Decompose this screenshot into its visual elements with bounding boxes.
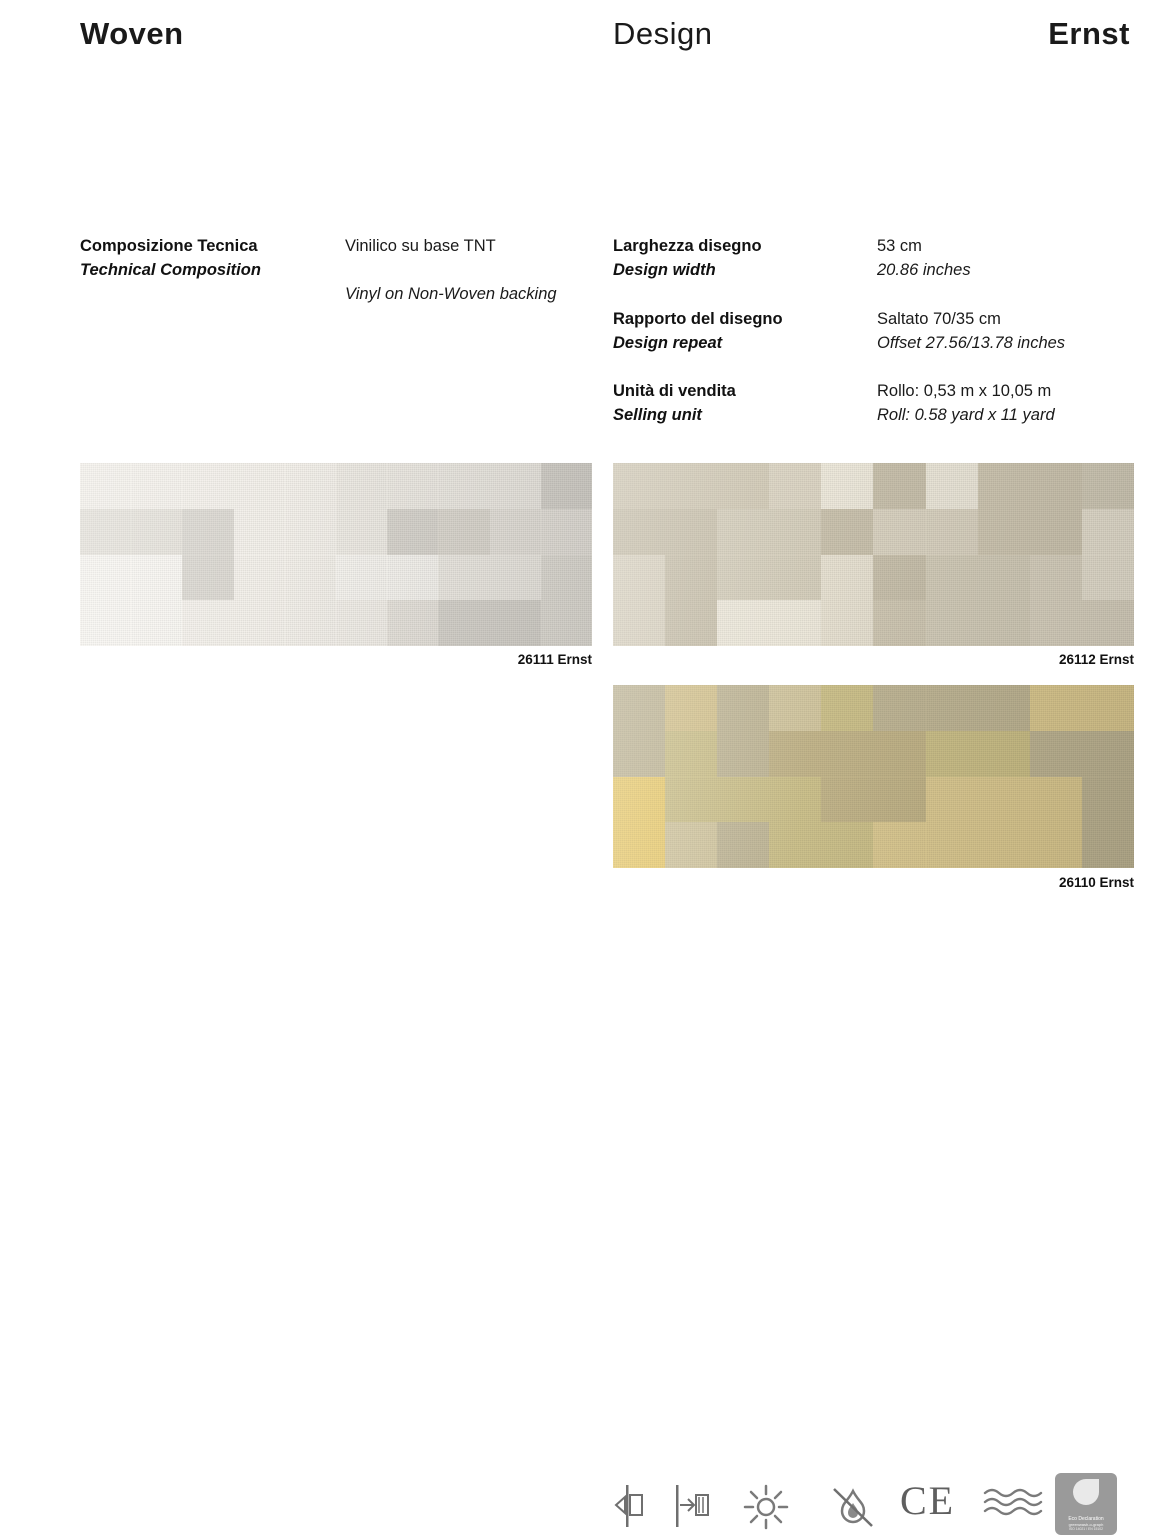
- spec-design-width-value-en: 20.86 inches: [877, 261, 971, 279]
- spec-composition-value-it: Vinilico su base TNT: [345, 237, 496, 255]
- swatch-patch: [665, 777, 717, 823]
- swatch-patch: [821, 555, 873, 601]
- swatch-patch: [1030, 822, 1082, 868]
- swatch-patch: [1082, 731, 1134, 777]
- spec-design-width-value-it: 53 cm: [877, 237, 922, 255]
- swatch-patch: [926, 463, 978, 509]
- spec-composition-label-it: Composizione Tecnica: [80, 237, 258, 255]
- swatch-patch: [978, 777, 1030, 823]
- swatch-patch: [541, 509, 592, 555]
- swatch-patch: [1030, 463, 1082, 509]
- swatch-patch: [182, 555, 233, 601]
- swatch-patch: [873, 777, 925, 823]
- swatch-patch: [541, 555, 592, 601]
- swatch-patch: [926, 822, 978, 868]
- swatch-patch: [336, 600, 387, 646]
- paste-the-wall-icon: [672, 1483, 712, 1529]
- swatch-patch: [1030, 555, 1082, 601]
- swatch-patch: [821, 731, 873, 777]
- spec-selling-unit-value: [877, 379, 1147, 427]
- swatch-patch: [336, 463, 387, 509]
- fire-resistance-icon: [828, 1483, 878, 1531]
- swatch-patch: [873, 555, 925, 601]
- swatch-pattern: [613, 463, 1134, 646]
- swatch-patch: [926, 509, 978, 555]
- swatch-patch: [717, 555, 769, 601]
- swatch-patch: [1030, 509, 1082, 555]
- ce-mark-icon: [900, 1478, 956, 1523]
- swatch-patch: [926, 731, 978, 777]
- swatch-pattern: [613, 685, 1134, 868]
- swatch-patch: [613, 509, 665, 555]
- swatch-patch: [387, 600, 438, 646]
- eco-declaration-badge: [1055, 1473, 1117, 1535]
- swatch-patch: [769, 555, 821, 601]
- spec-design-repeat-value-it: Saltato 70/35 cm: [877, 310, 1001, 328]
- swatch-patch: [717, 822, 769, 868]
- swatch-patch: [873, 463, 925, 509]
- swatch-patch: [285, 555, 336, 601]
- header-title-right: Ernst: [1048, 16, 1130, 51]
- swatch-patch: [769, 509, 821, 555]
- swatch-patch: [821, 509, 873, 555]
- swatch-patch: [80, 509, 131, 555]
- swatch-patch: [821, 777, 873, 823]
- ce-mark-label: CE: [900, 1478, 956, 1523]
- header-title-middle: Design: [613, 16, 713, 51]
- swatch-patch: [613, 822, 665, 868]
- swatch-patch: [873, 685, 925, 731]
- swatch-patch: [387, 463, 438, 509]
- spec-selling-unit-value-it: Rollo: 0,53 m x 10,05 m: [877, 382, 1052, 400]
- swatch-patch: [717, 600, 769, 646]
- spec-composition-value-en: Vinyl on Non-Woven backing: [345, 285, 557, 303]
- swatch-caption-26112: 26112 Ernst: [1058, 652, 1134, 667]
- swatch-patch: [926, 600, 978, 646]
- swatch-patch: [541, 600, 592, 646]
- swatch-patch: [926, 555, 978, 601]
- swatch-patch: [131, 509, 182, 555]
- swatch-patch: [234, 555, 285, 601]
- swatch-patch: [978, 463, 1030, 509]
- swatch-patch: [769, 777, 821, 823]
- spec-design-repeat-value-en: Offset 27.56/13.78 inches: [877, 334, 1066, 352]
- swatch-patch: [182, 600, 233, 646]
- swatch-patch: [926, 685, 978, 731]
- washable-waves-icon: [982, 1485, 1044, 1517]
- swatch-patch: [1082, 822, 1134, 868]
- swatch-patch: [336, 509, 387, 555]
- swatch-patch: [978, 600, 1030, 646]
- swatch-patch: [490, 555, 541, 601]
- swatch-image-26111: [80, 463, 592, 646]
- swatch-image-26110: [613, 685, 1134, 868]
- swatch-patch: [1030, 777, 1082, 823]
- eco-declaration-icon: [1055, 1473, 1117, 1535]
- lightfastness-sun-icon: [742, 1483, 790, 1531]
- swatch-patch: [1082, 777, 1134, 823]
- swatch-patch: [613, 600, 665, 646]
- spec-selling-unit-label: [613, 379, 868, 427]
- swatch-patch: [285, 463, 336, 509]
- swatch-patch: [285, 509, 336, 555]
- footer-icon-bar: [0, 1459, 1156, 1539]
- swatch-patch: [821, 600, 873, 646]
- swatch-patch: [665, 822, 717, 868]
- swatch-patch: [873, 731, 925, 777]
- swatch-image-26112: [613, 463, 1134, 646]
- swatch-patch: [131, 555, 182, 601]
- spec-design-width-label: [613, 234, 868, 282]
- swatch-patch: [182, 509, 233, 555]
- swatch-patch: [387, 555, 438, 601]
- swatch-patch: [769, 600, 821, 646]
- spec-composition-label: [80, 234, 330, 282]
- swatch-patch: [438, 600, 489, 646]
- spec-design-repeat-label-en: Design repeat: [613, 334, 723, 352]
- swatch-patch: [80, 555, 131, 601]
- spec-composition-value: [345, 234, 595, 306]
- swatch-patch: [665, 685, 717, 731]
- eco-badge-line-1: Eco Declaration: [1068, 1516, 1104, 1522]
- swatch-patch: [717, 777, 769, 823]
- spec-selling-unit-label-it: Unità di vendita: [613, 382, 736, 400]
- swatch-patch: [234, 600, 285, 646]
- swatch-patch: [1082, 685, 1134, 731]
- spec-selling-unit-label-en: Selling unit: [613, 406, 702, 424]
- swatch-patch: [769, 822, 821, 868]
- swatch-patch: [1082, 463, 1134, 509]
- spec-composition-label-en: Technical Composition: [80, 261, 261, 279]
- spec-selling-unit-value-en: Roll: 0.58 yard x 11 yard: [877, 406, 1055, 424]
- spec-design-width-label-it: Larghezza disegno: [613, 237, 762, 255]
- swatch-patch: [926, 777, 978, 823]
- swatch-patch: [490, 600, 541, 646]
- swatch-patch: [873, 600, 925, 646]
- eco-badge-line-3: ISO 14021 / EN 15102: [1068, 1527, 1104, 1531]
- swatch-patch: [978, 731, 1030, 777]
- spec-design-width-label-en: Design width: [613, 261, 716, 279]
- swatch-caption-26110: 26110 Ernst: [1058, 875, 1134, 890]
- swatch-patch: [978, 555, 1030, 601]
- swatch-patch: [541, 463, 592, 509]
- eco-leaf-icon: [1073, 1479, 1099, 1505]
- spec-design-repeat-value: [877, 307, 1137, 355]
- swatch-patch: [978, 685, 1030, 731]
- swatch-patch: [1030, 685, 1082, 731]
- swatch-patch: [665, 463, 717, 509]
- swatch-patch: [613, 555, 665, 601]
- swatch-patch: [1030, 600, 1082, 646]
- swatch-patch: [131, 600, 182, 646]
- swatch-patch: [80, 463, 131, 509]
- swatch-patch: [769, 463, 821, 509]
- swatch-patch: [387, 509, 438, 555]
- header-title-left: Woven: [80, 16, 184, 51]
- paste-the-wall-left-icon: [612, 1483, 646, 1529]
- swatch-patch: [1082, 600, 1134, 646]
- swatch-patch: [182, 463, 233, 509]
- swatch-patch: [438, 555, 489, 601]
- swatch-patch: [978, 822, 1030, 868]
- swatch-patch: [336, 555, 387, 601]
- page-header: [0, 16, 1156, 66]
- swatch-patch: [665, 509, 717, 555]
- eco-badge-line-2: greenwash-o-graph: [1068, 1522, 1104, 1527]
- swatch-patch: [769, 685, 821, 731]
- swatch-patch: [613, 777, 665, 823]
- swatch-patch: [438, 509, 489, 555]
- swatch-patch: [873, 509, 925, 555]
- swatch-patch: [717, 463, 769, 509]
- spec-design-repeat-label-it: Rapporto del disegno: [613, 310, 783, 328]
- swatch-patch: [80, 600, 131, 646]
- swatch-patch: [1030, 731, 1082, 777]
- swatch-patch: [490, 463, 541, 509]
- swatch-patch: [717, 509, 769, 555]
- swatch-patch: [613, 463, 665, 509]
- swatch-patch: [234, 463, 285, 509]
- swatch-patch: [821, 685, 873, 731]
- swatch-patch: [1082, 555, 1134, 601]
- swatch-patch: [769, 731, 821, 777]
- swatch-patch: [978, 509, 1030, 555]
- swatch-patch: [438, 463, 489, 509]
- swatch-patch: [821, 463, 873, 509]
- spec-design-width-value: [877, 234, 1137, 282]
- swatch-caption-26111: 26111 Ernst: [517, 652, 592, 667]
- spec-design-repeat-label: [613, 307, 868, 355]
- swatch-patch: [665, 731, 717, 777]
- swatch-patch: [613, 685, 665, 731]
- swatch-patch: [285, 600, 336, 646]
- swatch-patch: [234, 509, 285, 555]
- swatch-patch: [717, 731, 769, 777]
- swatch-patch: [821, 822, 873, 868]
- swatch-patch: [490, 509, 541, 555]
- swatch-patch: [665, 555, 717, 601]
- swatch-patch: [665, 600, 717, 646]
- swatch-patch: [873, 822, 925, 868]
- swatch-patch: [717, 685, 769, 731]
- swatch-patch: [1082, 509, 1134, 555]
- swatch-pattern: [80, 463, 592, 646]
- swatch-patch: [613, 731, 665, 777]
- swatch-patch: [131, 463, 182, 509]
